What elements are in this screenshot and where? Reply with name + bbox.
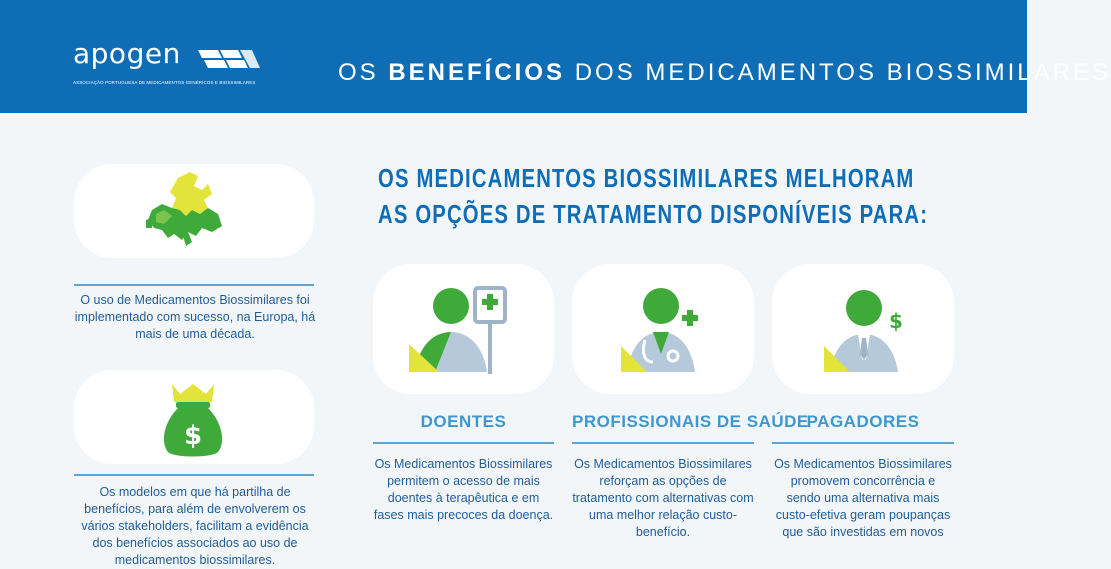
sidebar-text-sharing: Os modelos em que há partilha de benefícios, para além de envolverem os vários stakeholders, facilitam a evidência dos benefícios associados ao uso de medicamentos biossimilares.	[81, 485, 309, 567]
title-emphasis: BENEFÍCIOS	[388, 59, 566, 86]
column-text-professionals: Os Medicamentos Biossimilares reforçam as opções de tratamento com alternativas com uma melhor relação custo-benefício.	[572, 457, 754, 539]
title-suffix: DOS MEDICAMENTOS BIOSSIMILARES	[565, 59, 1111, 86]
divider	[74, 284, 314, 286]
column-text-patients: Os Medicamentos Biossimilares permitem o acesso de mais doentes à terapêutica e em fases mais precoces da doença.	[373, 457, 554, 522]
section-heading-line-1: OS MEDICAMENTOS BIOSSIMILARES MELHORAM	[378, 163, 915, 193]
logo-wordmark: apogen	[73, 37, 181, 70]
column-text-payers: Os Medicamentos Biossimilares promovem concorrência e sendo uma alternativa mais custo-efetiva geram poupanças que são investidas em novos	[774, 457, 952, 539]
column-title-payers: PAGADORES	[806, 412, 920, 431]
svg-text:$: $	[889, 309, 903, 333]
section-heading	[378, 160, 928, 232]
europe-map-icon	[142, 170, 226, 250]
column-title-patients: DOENTES	[420, 412, 507, 431]
header-bar	[0, 0, 1111, 113]
divider	[772, 442, 954, 444]
logo-subtitle: ASSOCIAÇÃO PORTUGUESA DE MEDICAMENTOS GENÉRICOS E BIOSSIMILARES	[73, 80, 256, 85]
divider	[373, 442, 554, 444]
title-prefix: OS	[338, 59, 389, 86]
money-bag-icon	[158, 382, 228, 462]
payer-icon	[818, 284, 914, 380]
logo-mark-icon	[196, 48, 262, 70]
column-title-professionals: PROFISSIONAIS DE SAÚDE	[572, 412, 809, 431]
sidebar-text-europe: O uso de Medicamentos Biossimilares foi implementado com sucesso, na Europa, há mais de uma década.	[74, 293, 316, 341]
svg-text:$: $	[183, 421, 203, 451]
divider	[572, 442, 754, 444]
doctor-icon	[615, 284, 711, 380]
patient-icon	[405, 282, 515, 382]
section-heading-line-2: AS OPÇÕES DE TRATAMENTO DISPONÍVEIS PARA:	[378, 199, 929, 229]
divider	[74, 474, 314, 476]
page-title	[338, 61, 1111, 85]
